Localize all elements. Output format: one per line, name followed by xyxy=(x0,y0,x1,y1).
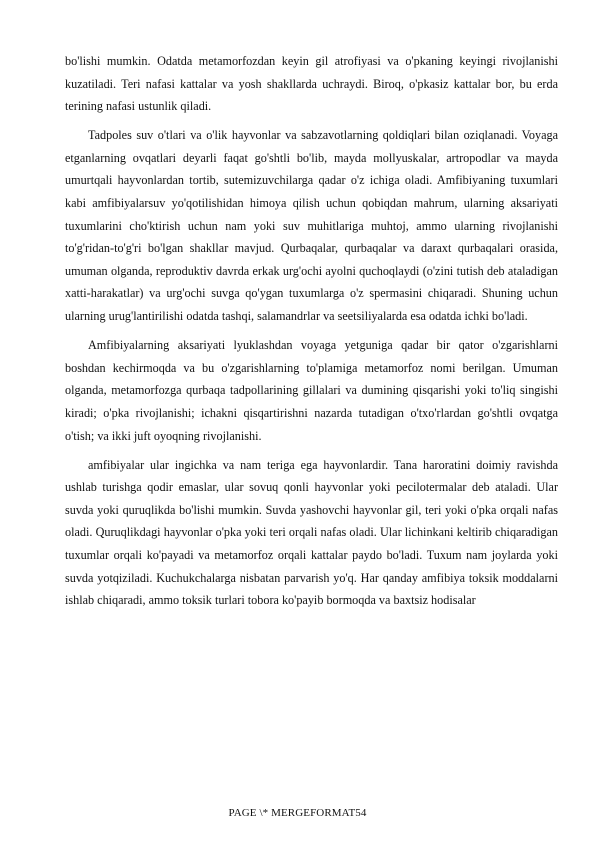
paragraph-3: Amfibiyalarning aksariyati lyuklashdan voyaga yetguniga qadar bir qator o'zgarishlarni boshdan kechirmoqda va bu o'zgarishlarning to'plamiga metamorfoz nomi berilgan. Umuman olganda, metamorfozga qurbaqa tadpollarining gillalari va dumining qisqarishi yoki to'liq singishi kiradi; o'pka rivojlanishi; ichakni qisqartirishni nazarda tutadigan o'txo'rlardan go'shtli ovqatga o'tish; va ikki juft oyoqning rivojlanishi. xyxy=(65,338,558,443)
page-footer: PAGE \* MERGEFORMAT54 xyxy=(228,807,367,819)
paragraph-2: Tadpoles suv o'tlari va o'lik hayvonlar va sabzavotlarning qoldiqlari bilan oziqlanadi. Voyaga etganlarning ovqatlari deyarli faqat go'shtli bo'lib, mayda mollyuskalar, artropodlar va mayda umurtqali hayvonlardan tortib, sutemizuvchilarga qadar o'z ichiga oladi. Amfibiyaning tuxumlari kabi amfibiyalarsuv yo'qotilishidan himoya qilish uchun qobiqdan mahrum, ularning aksariyati tuxumlarini cho'ktirish uchun nam yoki suv muhitlariga muhtoj, ammo ularning rivojlanishi to'g'ridan-to'g'ri bo'lgan shakllar mavjud. Qurbaqalar, qurbaqalar va daraxt qurbaqalari orasida, umuman olganda, reproduktiv davrda erkak urg'ochi ayolni quchoqlaydi (o'zini tutish deb ataladigan xatti-harakatlar) va urg'ochi suvga qo'ygan tuxumlarga o'z spermasini chiqaradi. Shuning uchun ularning urug'lantirilishi odatda tashqi, salamandrlar va seetsiliyalarda esa odatda ichki bo'ladi. xyxy=(65,128,558,324)
paragraph-1: bo'lishi mumkin. Odatda metamorfozdan keyin gil atrofiyasi va o'pkaning keyingi rivojlanishi kuzatiladi. Teri nafasi kattalar va yosh shakllarda uchraydi. Biroq, o'pkasiz kattalar bor, bu erda terining nafasi ustunlik qiladi. xyxy=(65,54,558,114)
paragraph-4: amfibiyalar ular ingichka va nam teriga ega hayvonlardir. Tana haroratini doimiy ravishda ushlab turishga qodir emaslar, ular sovuq qonli hayvonlar yoki pecilotermalar deb ataladi. Ular suvda yoki quruqlikda bo'lishi mumkin. Suvda yashovchi hayvonlar gil, teri yoki o'pka orqali nafas oladi. Quruqlikdagi hayvonlar o'pka yoki teri orqali nafas oladi. Ular lichinkani keltirib chiqaradigan tuxumlar orqali ko'payadi va metamorfoz orqali kattalar paydo bo'ladi. Tuxum nam joylarda yoki suvda yotqiziladi. Kuchukchalarga nisbatan parvarish yo'q. Har qanday amfibiya toksik moddalarni ishlab chiqaradi, ammo toksik turlari tobora ko'payib bormoqda va baxtsiz hodisalar xyxy=(65,457,558,608)
document-body xyxy=(65,50,558,612)
